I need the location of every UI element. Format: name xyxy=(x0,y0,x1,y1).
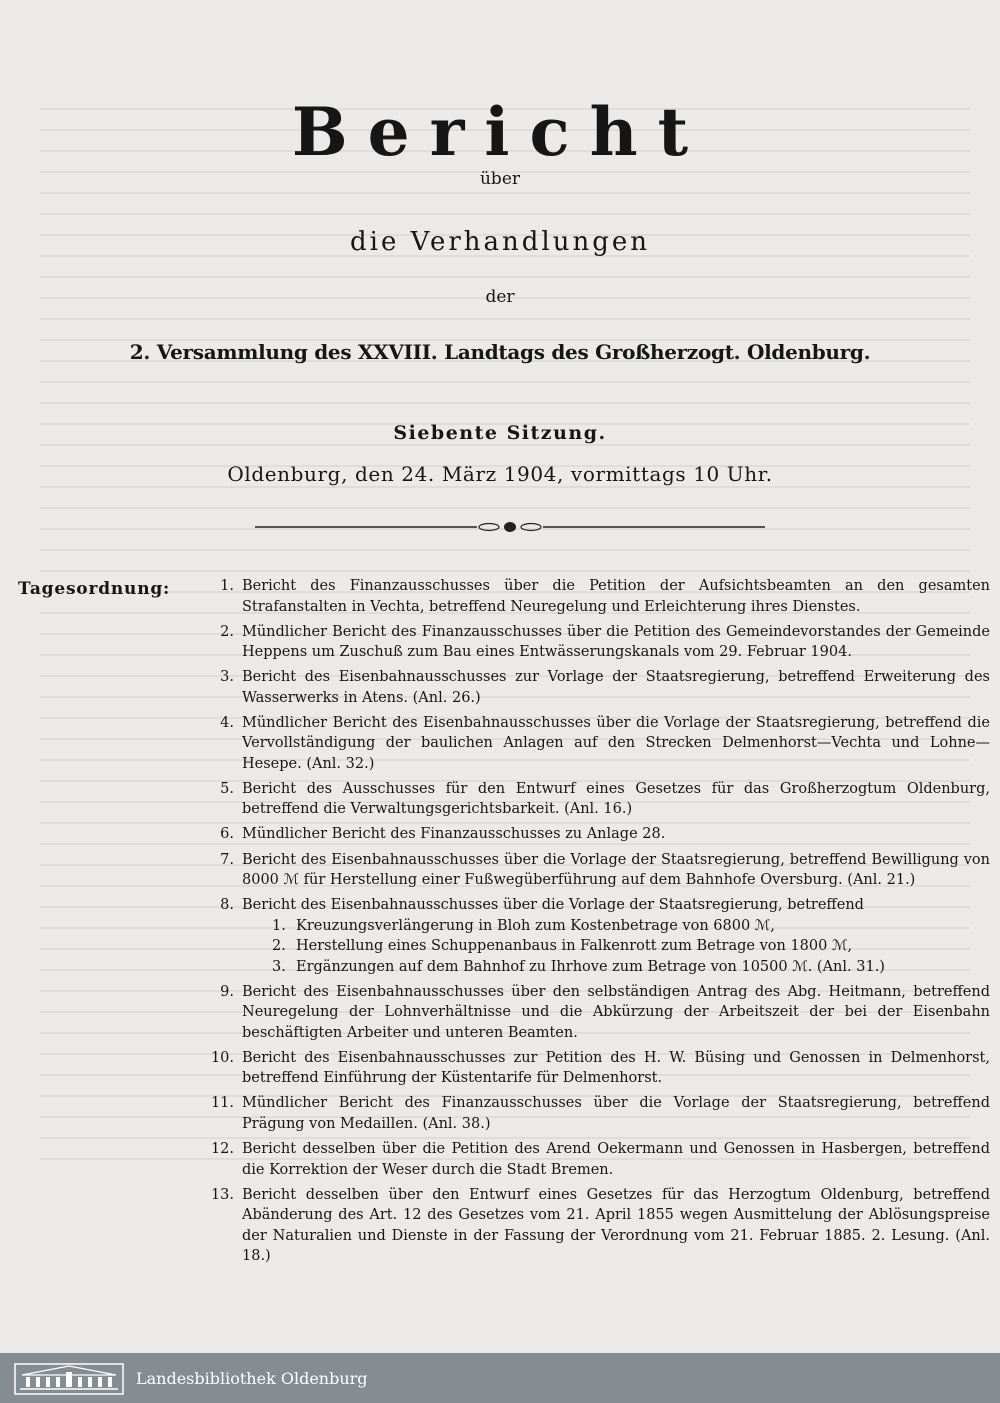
agenda-item xyxy=(202,713,990,775)
agenda-subitem-number: 1. xyxy=(272,917,286,934)
title-connector-ueber: über xyxy=(479,169,521,189)
agenda-item-number: 10. xyxy=(210,1049,234,1066)
agenda-item-number: 9. xyxy=(220,983,234,1000)
library-building-icon xyxy=(14,1363,124,1395)
title-connector-der: der xyxy=(485,287,515,307)
library-name: Landesbibliothek Oldenburg xyxy=(136,1369,368,1388)
agenda-item-number: 5. xyxy=(220,780,234,797)
agenda-subitem xyxy=(242,936,990,957)
agenda-item xyxy=(202,622,990,663)
agenda-item xyxy=(202,1139,990,1180)
agenda-item-text: Bericht des Eisenbahnausschusses zur Vorlage der Staatsregierung, betreffend Erweiterung des Wasserwerks in Atens. (Anl. 26.) xyxy=(242,669,990,706)
agenda-item-text: Mündlicher Bericht des Finanzausschusses über die Petition des Gemeindevorstandes der Gemeinde Heppens um Zuschuß zum Bau eines Entwässerungskanals vom 29. Februar 1904. xyxy=(242,623,990,661)
agenda-subitem-text: Herstellung eines Schuppenanbaus in Falkenrott zum Betrage von 1800 ℳ, xyxy=(296,938,853,955)
agenda-item xyxy=(202,982,990,1044)
agenda-item-text: Bericht des Ausschusses für den Entwurf eines Gesetzes für das Großherzogtum Oldenburg, betreffend die Verwaltungsgerichtsbarkeit. (Anl. 16.) xyxy=(242,780,990,818)
agenda-item-text: Bericht des Eisenbahnausschusses über die Vorlage der Staatsregierung, betreffend Bewilligung von 8000 ℳ für Herstellung einer Fußwegüberführung auf dem Bahnhofe Oversburg. (Anl. 21.) xyxy=(242,851,990,889)
agenda-item xyxy=(202,779,990,820)
subtitle-verhandlungen: die Verhandlungen xyxy=(349,227,651,257)
document-title: Bericht xyxy=(291,93,709,171)
agenda-subitem xyxy=(242,916,990,937)
agenda-subitem-number: 2. xyxy=(272,938,286,955)
agenda-item xyxy=(202,576,990,617)
agenda-item-number: 3. xyxy=(220,669,234,686)
agenda-item-text: Bericht desselben über die Petition des Arend Oekermann und Genossen in Hasbergen, betreffend die Korrektion der Weser durch die Stadt Bremen. xyxy=(242,1141,990,1178)
agenda-item xyxy=(202,667,990,708)
agenda-item-number: 6. xyxy=(220,826,234,843)
agenda-item xyxy=(202,824,990,845)
agenda-item xyxy=(202,850,990,891)
agenda-subitem-text: Ergänzungen auf dem Bahnhof zu Ihrhove zum Betrage von 10500 ℳ. (Anl. 31.) xyxy=(296,958,885,975)
agenda-item-text: Mündlicher Bericht des Finanzausschusses zu Anlage 28. xyxy=(242,826,666,843)
agenda-label: Tagesordnung: xyxy=(18,579,171,599)
agenda-subitem-number: 3. xyxy=(272,958,286,975)
agenda-item-text: Mündlicher Bericht des Eisenbahnausschusses über die Vorlage der Staatsregierung, betreffend die Vervollständigung der baulichen Anlagen auf den Strecken Delmenhorst—Vechta und Lohne—Hesepe. (Anl. 32.) xyxy=(242,714,990,772)
agenda-subitem xyxy=(242,957,990,978)
agenda-item xyxy=(202,1185,990,1267)
agenda-item-number: 13. xyxy=(210,1186,234,1203)
agenda-item-text: Bericht des Eisenbahnausschusses zur Petition des H. W. Büsing und Genossen in Delmenhorst, betreffend Einführung der Küstentarife für Delmenhorst. xyxy=(242,1049,990,1087)
dateline: Oldenburg, den 24. März 1904, vormittags 10 Uhr. xyxy=(227,462,773,486)
agenda-item xyxy=(202,1093,990,1134)
agenda-item-text: Bericht desselben über den Entwurf eines Gesetzes für das Herzogtum Oldenburg, betreffend Abänderung des Art. 12 des Gesetzes vom 21. April 1855 wegen Ausmittelung der Ablösungspreise der Naturalien und Dienste in der Fassung der Verordnung vom 21. Februar 1885. 2. Lesung. (Anl. 18.) xyxy=(242,1186,990,1265)
agenda-item xyxy=(202,1048,990,1089)
agenda-subitem-text: Kreuzungsverlängerung in Bloh zum Kostenbetrage von 6800 ℳ, xyxy=(296,917,775,934)
agenda-item xyxy=(202,895,990,977)
ornamental-divider xyxy=(255,521,765,533)
session-heading: Siebente Sitzung. xyxy=(393,422,607,444)
agenda-item-number: 1. xyxy=(220,578,234,594)
agenda-item-number: 12. xyxy=(210,1141,234,1158)
agenda-item-text: Bericht des Eisenbahnausschusses über den selbständigen Antrag des Abg. Heitmann, betreffend Neuregelung der Lohnverhältnisse und die Abkürzung der Arbeitszeit der bei der Eisenbahn beschäftigten Arbeiter und unteren Beamten. xyxy=(242,983,990,1041)
agenda-item-text: Bericht des Finanzausschusses über die Petition der Aufsichtsbeamten an den gesamten Strafanstalten in Vechta, betreffend Neuregelung und Erleichterung ihres Dienstes. xyxy=(242,578,990,615)
assembly-heading: 2. Versammlung des XXVIII. Landtags des Großherzogt. Oldenburg. xyxy=(129,340,871,364)
agenda-list xyxy=(202,576,990,1271)
agenda-item-text: Bericht des Eisenbahnausschusses über die Vorlage der Staatsregierung, betreffend xyxy=(242,897,864,914)
agenda-item-number: 11. xyxy=(210,1095,234,1112)
library-footer-bar xyxy=(0,1353,1000,1403)
agenda-item-number: 4. xyxy=(220,714,234,731)
agenda-item-text: Mündlicher Bericht des Finanzausschusses über die Vorlage der Staatsregierung, betreffend Prägung von Medaillen. (Anl. 38.) xyxy=(242,1095,990,1132)
agenda-item-number: 8. xyxy=(220,897,234,914)
agenda-item-number: 2. xyxy=(220,623,234,640)
agenda-item-number: 7. xyxy=(220,851,234,868)
